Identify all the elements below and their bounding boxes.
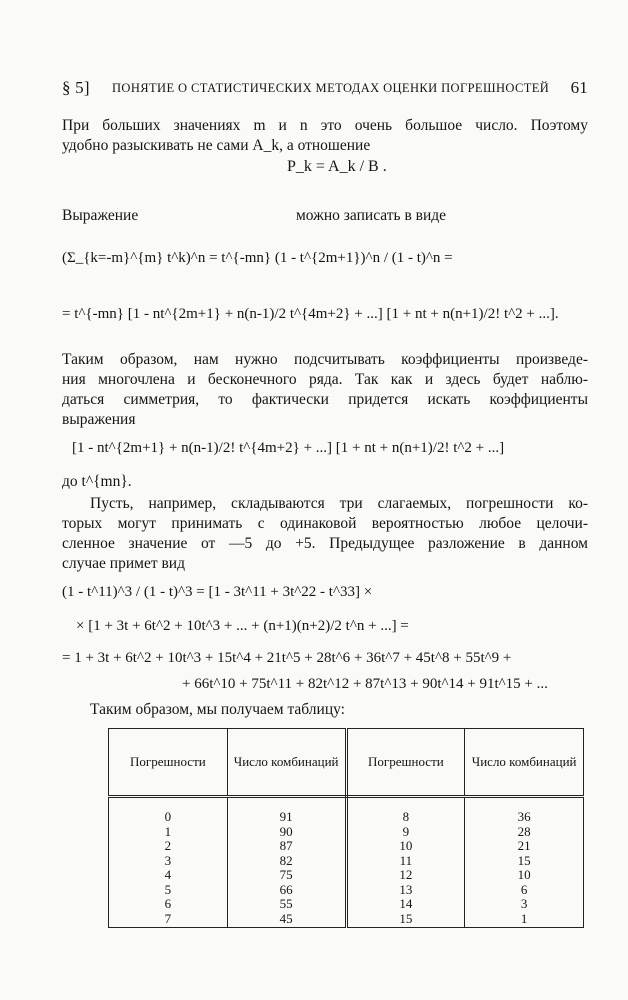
equation-main-line1: (Σ_{k=-m}^{m} t^k)^n = t^{-mn} (1 - t^{2m+1})^n / (1 - t)^n = bbox=[62, 250, 453, 266]
table-cell: 90 bbox=[279, 823, 293, 839]
table-body-row bbox=[109, 797, 584, 928]
table-cell: 14 bbox=[399, 896, 413, 911]
book-page bbox=[62, 0, 588, 1000]
table-cell: 82 bbox=[279, 852, 293, 868]
table-cell: 21 bbox=[517, 838, 531, 853]
table-header-row bbox=[109, 729, 584, 797]
table-cell: 13 bbox=[399, 881, 413, 897]
example-equation-line1: (1 - t^11)^3 / (1 - t)^3 = [1 - 3t^11 + 3t^22 - t^33] × bbox=[62, 584, 373, 600]
page-number: 61 bbox=[570, 78, 588, 97]
equation-main-line2: = t^{-mn} [1 - nt^{2m+1} + n(n-1)/2 t^{4m+2} + ...] [1 + nt + n(n+1)/2! t^2 + ...]. bbox=[62, 306, 559, 322]
header-combinations-2: Число комбинаций bbox=[465, 729, 584, 797]
table-cell: 3 bbox=[164, 852, 172, 868]
expression-intro bbox=[62, 206, 588, 226]
table-cell: 6 bbox=[520, 881, 528, 897]
example-equation-line4: + 66t^10 + 75t^11 + 82t^12 + 87t^13 + 90t^14 + 91t^15 + ... bbox=[182, 676, 548, 692]
column-errors-2 bbox=[346, 797, 465, 928]
table-cell: 10 bbox=[399, 838, 413, 853]
table-cell: 8 bbox=[402, 809, 410, 824]
para3-line4: случае примет вид bbox=[62, 555, 185, 572]
table-cell: 1 bbox=[164, 823, 172, 839]
table-cell: 12 bbox=[399, 867, 413, 882]
example-equation-line3: = 1 + 3t + 6t^2 + 10t^3 + 15t^4 + 21t^5 + 28t^6 + 36t^7 + 45t^8 + 55t^9 + bbox=[62, 650, 512, 666]
table-cell: 3 bbox=[520, 896, 528, 911]
para3-line1: Пусть, например, складываются три слагаемых, погрешности ко- bbox=[90, 495, 588, 512]
table-intro: Таким образом, мы получаем таблицу: bbox=[90, 701, 345, 718]
to-t-mn: до t^{mn}. bbox=[62, 473, 132, 490]
header-errors-2: Погрешности bbox=[346, 729, 465, 797]
expression-intro-before: Выражение bbox=[62, 207, 139, 224]
table-cell: 66 bbox=[279, 881, 293, 897]
table-cell: 15 bbox=[517, 852, 531, 868]
table-cell: 75 bbox=[279, 867, 293, 882]
chapter-title: ПОНЯТИЕ О СТАТИСТИЧЕСКИХ МЕТОДАХ ОЦЕНКИ ПОГРЕШНОСТЕЙ bbox=[112, 81, 550, 95]
table-cell: 2 bbox=[164, 838, 172, 853]
para3-line2: торых могут принимать с одинаковой вероятностью любое целочи- bbox=[62, 515, 588, 532]
combinations-table bbox=[108, 728, 584, 928]
table-cell: 91 bbox=[279, 809, 293, 824]
table-cell: 4 bbox=[164, 867, 172, 882]
para2-line1: Таким образом, нам нужно подсчитывать коэффициенты произведе- bbox=[62, 351, 588, 368]
table-cell: 87 bbox=[279, 838, 293, 853]
equation-pk: P_k = A_k / B . bbox=[287, 158, 387, 175]
table-cell: 0 bbox=[164, 809, 172, 824]
example-equation-line2: × [1 + 3t + 6t^2 + 10t^3 + ... + (n+1)(n+2)/2 t^n + ...] = bbox=[76, 618, 409, 634]
table-cell: 6 bbox=[164, 896, 172, 911]
table-cell: 28 bbox=[517, 823, 531, 839]
para1-line1: При больших значениях m и n это очень большое число. Поэтому bbox=[62, 117, 588, 134]
equation-expression: [1 - nt^{2m+1} + n(n-1)/2! t^{4m+2} + ...] [1 + nt + n(n+1)/2! t^2 + ...] bbox=[72, 440, 505, 456]
table-cell: 55 bbox=[279, 896, 293, 911]
table-cell: 15 bbox=[399, 910, 413, 926]
header-errors-1: Погрешности bbox=[109, 729, 228, 797]
para2-line2: ния многочлена и бесконечного ряда. Так как и здесь будет наблю- bbox=[62, 371, 588, 388]
para2-line4: выражения bbox=[62, 411, 136, 428]
header-combinations-1: Число комбинаций bbox=[227, 729, 346, 797]
table-cell: 1 bbox=[520, 910, 528, 926]
column-combinations-2 bbox=[465, 797, 584, 928]
para1-line2: удобно разыскивать не сами A_k, а отношение bbox=[62, 137, 371, 154]
table-cell: 10 bbox=[517, 867, 531, 882]
section-number: § 5] bbox=[62, 78, 90, 97]
table-cell: 36 bbox=[517, 809, 531, 824]
para2-line3: даться симметрия, то фактически придется искать коэффициенты bbox=[62, 391, 588, 408]
table-cell: 9 bbox=[402, 823, 410, 839]
para3-line3: сленное значение от —5 до +5. Предыдущее разложение в данном bbox=[62, 535, 588, 552]
expression-intro-after: можно записать в виде bbox=[296, 207, 447, 224]
column-combinations-1 bbox=[227, 797, 346, 928]
table-cell: 7 bbox=[164, 910, 172, 926]
table-cell: 11 bbox=[399, 852, 413, 868]
table-cell: 5 bbox=[164, 881, 172, 897]
table-cell: 45 bbox=[279, 910, 293, 926]
column-errors-1 bbox=[109, 797, 228, 928]
